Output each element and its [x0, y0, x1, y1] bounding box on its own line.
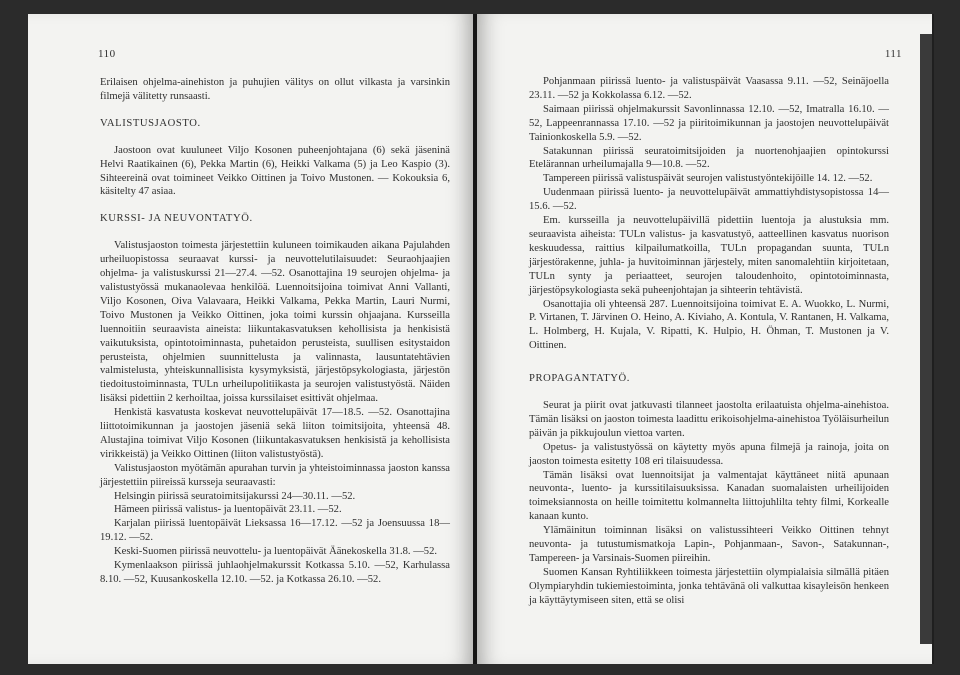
list-item: Karjalan piirissä luentopäivät Lieksassa 16—17.12. —52 ja Joensuussa 18—19.12. —52. — [100, 518, 450, 544]
paragraph: Ylämäinitun toiminnan lisäksi on valistussihteeri Veikko Oittinen tehnyt neuvonta- ja tutustumismatkoja Lapin-, Pohjanmaan-, Savon-, Satakunnan-, Tampereen- ja Varsinais-Suomen piireihin. — [529, 525, 889, 564]
paragraph: Opetus- ja valistustyössä on käytetty myös apuna filmejä ja rainoja, joita on jaoston toimesta esitetty 108 eri tilaisuudessa. — [529, 441, 889, 467]
list-item: Hämeen piirissä valistus- ja luentopäivät 23.11. —52. — [114, 504, 342, 516]
right-page — [477, 14, 932, 664]
left-page — [28, 14, 473, 664]
list-item: Kymenlaakson piirissä juhlaohjelmakurssit Kotkassa 5.10. —52, Karhulassa 8.10. —52, Kuusankoskella 12.10. —52. ja Kotkassa 26.10. —52. — [100, 560, 450, 585]
list-item: Keski-Suomen piirissä neuvottelu- ja luentopäivät Äänekoskella 31.8. —52. — [114, 546, 438, 558]
page-number: 111 — [884, 48, 902, 60]
intro-paragraph: Erilaisen ohjelma-ainehiston ja puhujien välitys on ollut vilkasta ja varsinkin filmejä välitetty runsaasti. — [100, 77, 450, 102]
section-heading: KURSSI- JA NEUVONTATYÖ. — [100, 213, 253, 225]
page-text — [100, 76, 450, 587]
list-item: Saimaan piirissä ohjelmakurssit Savonlinnassa 12.10. —52, Imatralla 16.10. —52, Lappeenrannassa 17.10. —52 ja piiritoimikunnan ja jaostojen neuvottelupäivät Tainionkoskella 5.9. —52. — [529, 103, 889, 143]
page-number: 110 — [98, 48, 116, 60]
paragraph: Valistusjaoston toimesta järjestettiin kuluneen toimikauden aikana Pajulahden urheiluopistossa seuraavat kurssi- ja neuvottelutilaisuudet: Seuraohjaajien ohjelma- ja valistuskurssi 21—27.4. —52. Osanottajina 19 seurojen ohjelma- ja valistustyössä mukanaolevaa henkilöä. Luennoitsijoina toimivat Anni Vallanti, Viljo Kosonen, Oiva Valavaara, Heikki Valkama, Pekka Martin, Lauri Nurmi, Toivo Mustonen ja Veikko Oittinen, joka toimi kurssin ohjaajana. Kursseilla luennoitiin seuraavista aineista: liikuntakasvatuksen kehollisista ja henkisistä vaikutuksista, opintotoiminnasta, puhetaidon perusteista, suullisen esitystaidon perusteista, ohjelmien suunnittelusta ja valinnasta, lausuntatehtävien valmistelusta, yhteiskunnallisista kysymyksistä, järjestöpsykologiasta, järjestön tiedoitustoiminnasta, TULn urheilupolitiikasta ja seurojen valistustyöstä. Näiden lisäksi pidettiin 2 kerhoiltaa, joissa kurssilaiset esittivät ohjelmaa. — [100, 240, 450, 405]
paragraph: Osanottajia oli yhteensä 287. Luennoitsijoina toimivat E. A. Wuokko, L. Nurmi, P. Virtanen, T. Järvinen O. Heino, A. Kiviaho, A. Kontula, V. Rantanen, H. Valkama, L. Holmberg, H. Kujala, V. Ripatti, K. Hulpio, H. Öhman, T. Mustonen ja V. Oittinen. — [529, 298, 889, 352]
paragraph: Seurat ja piirit ovat jatkuvasti tilanneet jaostolta erilaatuista ohjelma-ainehistoa. Tämän lisäksi on jaoston toimesta laadittu erikoisohjelma-ainehistoa Työläisurheilun päivän ja pikkujoulun viettoa varten. — [529, 400, 889, 439]
book-spread — [28, 14, 934, 664]
paragraph: Valistusjaoston myötämän apurahan turvin ja yhteistoiminnassa jaoston kanssa järjestettiin piireissä kursseja seuraavasti: — [100, 462, 450, 488]
paragraph: Tämän lisäksi ovat luennoitsijat ja valmentajat käyttäneet niitä apunaan neuvonta-, luento- ja kurssitilaisuuksissa. Kanadan suomalaisten urheilijoiden toimeksiannosta on heille toimitettu kolmannelta liittojuhlilta tehty filmi, Korkealle kanaan kunto. — [529, 469, 889, 523]
paragraph: Jaostoon ovat kuuluneet Viljo Kosonen puheenjohtajana (6) sekä jäseninä Helvi Raatikainen (6), Pekka Martin (6), Heikki Valkama (5) ja Leo Kaspio (3). Sihteereinä ovat toimineet Veikko Oittinen ja Toivo Mustonen. — Kokouksia 6, käsitelty 47 asiaa. — [100, 144, 450, 198]
section-heading: VALISTUSJAOSTO. — [100, 117, 201, 129]
list-item: Tampereen piirissä valistuspäivät seurojen valistustyöntekijöille 14. 12. —52. — [543, 173, 873, 185]
section-heading: PROPAGANTATYÖ. — [529, 373, 631, 385]
list-item: Uudenmaan piirissä luento- ja neuvottelupäivät ammattiyhdistysopistossa 14—15.6. —52. — [529, 187, 889, 213]
paragraph: Henkistä kasvatusta koskevat neuvottelupäivät 17—18.5. —52. Osanottajina liittotoimikunnan ja jaostojen jäseniä sekä liiton toimitsijoita, yhteensä 48. Alustajina toimivat Viljo Kosonen (liikuntakasvatuksen henkisistä ja kehollisista virikkeistä) ja Veikko Oittinen (liiton valistustyöstä). — [100, 407, 450, 460]
paragraph: Em. kursseilla ja neuvottelupäivillä pidettiin luentoja ja alustuksia mm. seuraavista aiheista: TULn valistus- ja kasvatustyö, aatteellinen kasvatus nuorison keskuudessa, raittius kilpailumatkoilla, TULn propagandan suunta, TULn järjestörakenne, juhla- ja huvitoiminnan järjestely, miten sanomalehtiin kirjoitetaan, TULn synty ja periaatteet, seurojen taloudenhoito, opintotoiminnasta, järjestöpsykologiasta sekä puheenjohtajan ja sihteerin tehtävistä. — [529, 215, 889, 296]
page-edge — [920, 34, 932, 644]
list-item: Satakunnan piirissä seuratoimitsijoiden ja nuortenohjaajien opintokurssi Etelärannan urheilumajalla 9—10.8. —52. — [529, 145, 889, 171]
list-item: Pohjanmaan piirissä luento- ja valistuspäivät Vaasassa 9.11. —52, Seinäjoella 23.11. —52 ja Kokkolassa 6.12. —52. — [529, 76, 889, 101]
page-text — [529, 75, 889, 608]
paragraph: Suomen Kansan Ryhtiliikkeen toimesta järjestettiin olympialaisia silmällä pitäen Olympiaryhdin tukiemiestoiminta, jonka tehtävänä oli valkuttaa kisayleisön henkeen ja käyttäytymiseen siten, että se olisi — [529, 566, 889, 606]
list-item: Helsingin piirissä seuratoimitsijakurssi 24—30.11. —52. — [114, 490, 356, 502]
